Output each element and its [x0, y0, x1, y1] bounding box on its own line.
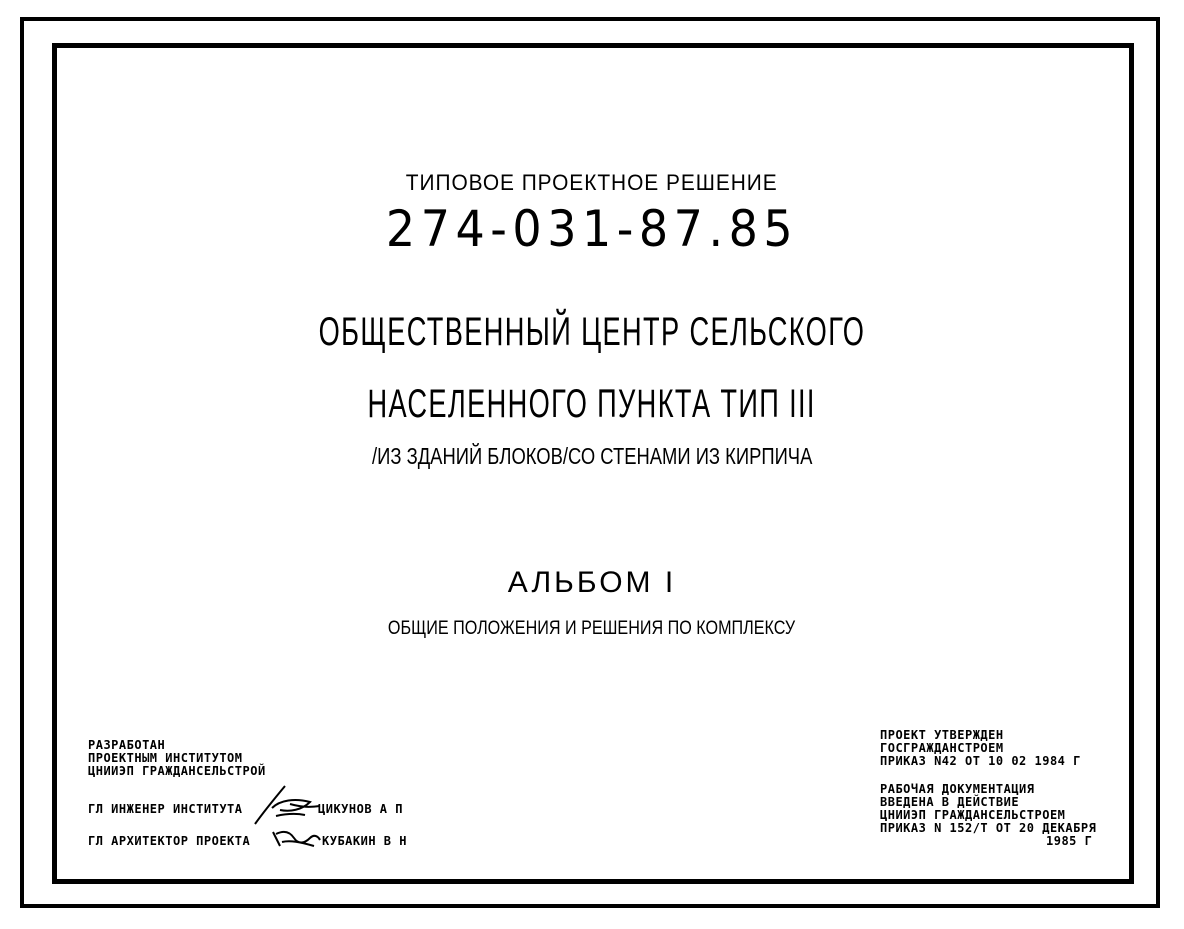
approval-line-8: 1985 Г	[1046, 834, 1093, 848]
title-line-2: НАСЕЛЕННОГО ПУНКТА ТИП III	[367, 382, 817, 426]
album-subtitle: ОБЩИЕ ПОЛОЖЕНИЯ И РЕШЕНИЯ ПО КОМПЛЕКСУ	[388, 618, 796, 639]
chief-architect-name: КУБАКИН В Н	[322, 834, 407, 848]
chief-architect-role: ГЛ АРХИТЕКТОР ПРОЕКТА	[88, 834, 251, 848]
approval-line-4: РАБОЧАЯ ДОКУМЕНТАЦИЯ	[880, 782, 1035, 796]
developer-line-2: ПРОЕКТНЫМ ИНСТИТУТОМ	[88, 751, 243, 765]
approval-line-1: ПРОЕКТ УТВЕРЖДЕН	[880, 728, 1004, 742]
approval-line-5: ВВЕДЕНА В ДЕЙСТВИЕ	[880, 795, 1020, 809]
title-line-1: ОБЩЕСТВЕННЫЙ ЦЕНТР СЕЛЬСКОГО	[318, 310, 866, 354]
title-line-3: /ИЗ ЗДАНИЙ БЛОКОВ/СО СТЕНАМИ ИЗ КИРПИЧА	[371, 443, 813, 469]
chief-engineer-signature	[250, 780, 325, 828]
project-number: 274-031-87.85	[385, 200, 799, 258]
album-title: АЛЬБОМ I	[507, 566, 677, 599]
document-type-label: ТИПОВОЕ ПРОЕКТНОЕ РЕШЕНИЕ	[406, 170, 778, 195]
chief-architect-signature	[270, 826, 322, 852]
chief-engineer-name: ЦИКУНОВ А П	[318, 802, 403, 816]
chief-engineer-role: ГЛ ИНЖЕНЕР ИНСТИТУТА	[88, 802, 243, 816]
developer-line-3: ЦНИИЭП ГРАЖДАНСЕЛЬСТРОЙ	[88, 764, 266, 778]
developer-line-1: РАЗРАБОТАН	[88, 738, 166, 752]
approval-line-6: ЦНИИЭП ГРАЖДАНСЕЛЬСТРОЕМ	[880, 808, 1066, 822]
approval-line-3: ПРИКАЗ N42 ОТ 10 02 1984 Г	[880, 754, 1081, 768]
approval-line-7: ПРИКАЗ N 152/Т ОТ 20 ДЕКАБРЯ	[880, 821, 1097, 835]
approval-line-2: ГОСГРАЖДАНСТРОЕМ	[880, 741, 1004, 755]
